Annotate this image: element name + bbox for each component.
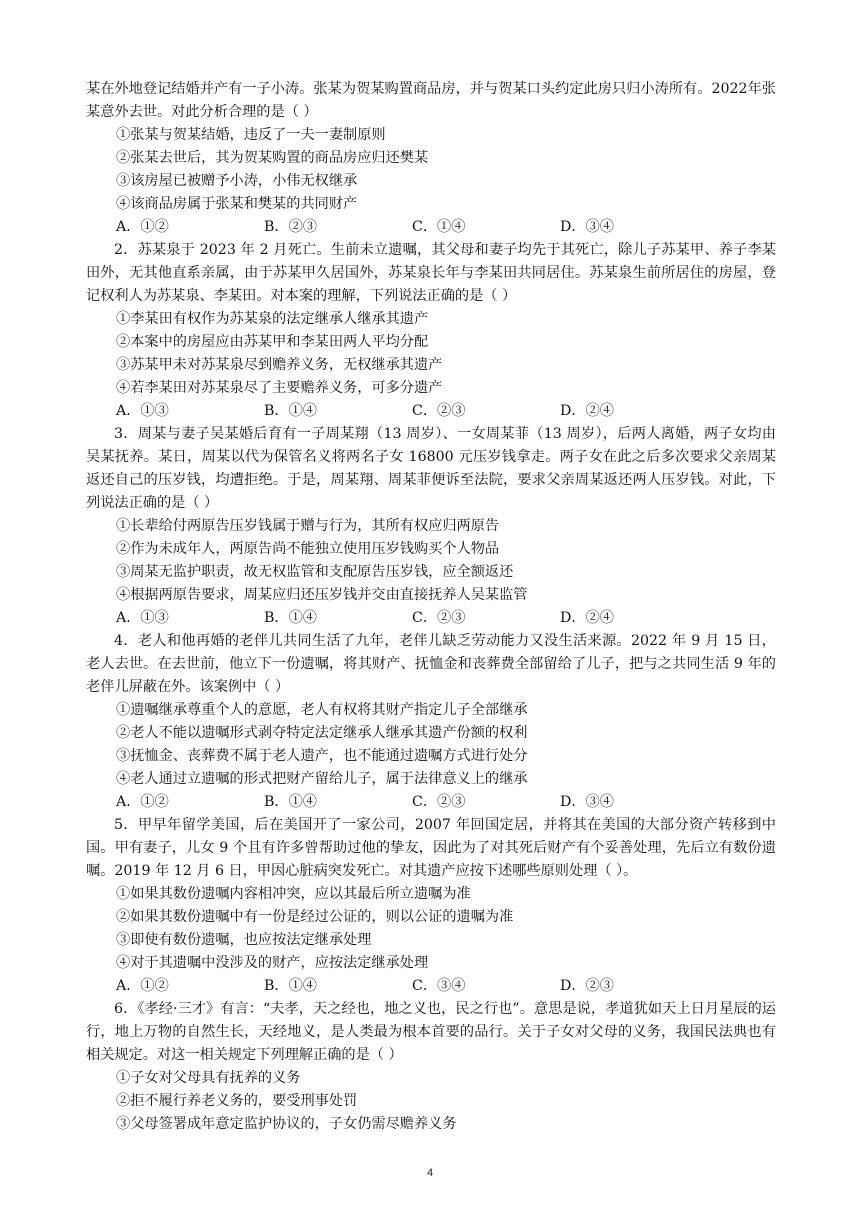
q4-option-3: ③抚恤金、丧葬费不属于老人遗产，也不能通过遗嘱方式进行处分	[116, 748, 528, 764]
q2-stem: 2．苏某泉于 2023 年 2 月死亡。生前未立遗嘱，其父母和妻子均先于其死亡，除儿子苏某甲、养子李某田外，无其他直系亲属，由于苏某甲久居国外，苏某泉长年与李某田共同居住。苏某泉生前所居住的房屋，登记权利人为苏某泉、李某田。对本案的理解，下列说法正确的是（ ）	[86, 242, 776, 304]
q3-choice-d: D．②④	[560, 610, 614, 626]
q2-choice-a: A．①③	[116, 403, 169, 419]
q5-stem: 5．甲早年留学美国，后在美国开了一家公司，2007 年回国定居，并将其在美国的大部分资产转移到中国。甲有妻子，儿女 9 个且有许多曾帮助过他的挚友，因此为了对其死后财产有个妥善处理，先后立有数份遗嘱。2019 年 12 月 6 日，甲因心脏病突发死亡。对其遗产应按下述哪些原则处理（ ）。	[86, 817, 776, 879]
q1-option-3: ③该房屋已被赠予小涛，小伟无权继承	[116, 173, 358, 189]
q3-option-2: ②作为未成年人，两原告尚不能独立使用压岁钱购买个人物品	[116, 541, 500, 557]
q1-option-2: ②张某去世后，其为贺某购置的商品房应归还樊某	[116, 150, 429, 166]
q5-choice-c: C．③④	[412, 978, 466, 994]
q4-option-4: ④老人通过立遗嘱的形式把财产留给儿子，属于法律意义上的继承	[116, 771, 528, 787]
q4-choices	[116, 791, 776, 814]
q4-choice-b: B．①④	[264, 794, 317, 810]
q3-choice-b: B．①④	[264, 610, 317, 626]
q1-choice-b: B．②③	[264, 219, 317, 235]
q1-stem: 某在外地登记结婚并产有一子小涛。张某为贺某购置商品房，并与贺某口头约定此房只归小涛所有。2022年张某意外去世。对此分析合理的是（ ）	[86, 81, 776, 120]
q4-option-2: ②老人不能以遗嘱形式剥夺特定法定继承人继承其遗产份额的权利	[116, 725, 528, 741]
q2-choice-d: D．②④	[560, 403, 614, 419]
q4-choice-c: C．②③	[412, 794, 466, 810]
q3-choice-a: A．①③	[116, 610, 169, 626]
q2-option-1: ①李某田有权作为苏某泉的法定继承人继承其遗产	[116, 311, 429, 327]
q5-choice-d: D．②③	[560, 978, 614, 994]
q3-choice-c: C．②③	[412, 610, 466, 626]
q1-option-1: ①张某与贺某结婚，违反了一夫一妻制原则	[116, 127, 386, 143]
q1-choice-a: A．①②	[116, 219, 169, 235]
q5-option-2: ②如果其数份遗嘱中有一份是经过公证的，则以公证的遗嘱为准	[116, 909, 514, 925]
q2-option-3: ③苏某甲未对苏某泉尽到赡养义务，无权继承其遗产	[116, 357, 443, 373]
q5-option-3: ③即使有数份遗嘱，也应按法定继承处理	[116, 932, 372, 948]
q5-choices	[116, 975, 776, 998]
q6-option-1: ①子女对父母具有抚养的义务	[116, 1070, 301, 1086]
q5-choice-b: B．①④	[264, 978, 317, 994]
q2-choices	[116, 400, 776, 423]
q2-choice-b: B．①④	[264, 403, 317, 419]
q5-option-4: ④对于其遗嘱中没涉及的财产，应按法定继承处理	[116, 955, 429, 971]
q6-option-2: ②拒不履行养老义务的，要受刑事处罚	[116, 1093, 358, 1109]
q3-option-1: ①长辈给付两原告压岁钱属于赠与行为，其所有权应归两原告	[116, 518, 500, 534]
q3-choices	[116, 607, 776, 630]
q3-option-4: ④根据两原告要求，周某应归还压岁钱并交由直接抚养人吴某监管	[116, 587, 528, 603]
q5-option-1: ①如果其数份遗嘱内容相冲突，应以其最后所立遗嘱为准	[116, 886, 471, 902]
q3-option-3: ③周某无监护职责，故无权监管和支配原告压岁钱，应全额返还	[116, 564, 514, 580]
q6-stem: 6．《孝经·三才》有言：“夫孝，天之经也，地之义也，民之行也”。意思是说，孝道犹如天上日月星辰的运行，地上万物的自然生长，天经地义，是人类最为根本首要的品行。关于子女对父母的义务，我国民法典也有相关规定。对这一相关规定下列理解正确的是（ ）	[86, 1001, 776, 1063]
q6-option-3: ③父母签署成年意定监护协议的，子女仍需尽赡养义务	[116, 1116, 457, 1132]
q4-choice-a: A．①②	[116, 794, 169, 810]
q1-option-4: ④该商品房属于张某和樊某的共同财产	[116, 196, 358, 212]
page-number: 4	[426, 1167, 434, 1179]
q4-option-1: ①遗嘱继承尊重个人的意愿，老人有权将其财产指定儿子全部继承	[116, 702, 528, 718]
q1-choice-c: C．①④	[412, 219, 466, 235]
q4-stem: 4．老人和他再婚的老伴儿共同生活了九年，老伴儿缺乏劳动能力又没生活来源。2022 年 9 月 15 日，老人去世。在去世前，他立下一份遗嘱，将其财产、抚恤金和丧葬费全部留给了儿子，把与之共同生活 9 年的老伴儿屏蔽在外。该案例中（ ）	[86, 633, 776, 695]
q1-choice-d: D．③④	[560, 219, 614, 235]
q2-option-2: ②本案中的房屋应由苏某甲和李某田两人平均分配	[116, 334, 429, 350]
q4-choice-d: D．③④	[560, 794, 614, 810]
q2-option-4: ④若李某田对苏某泉尽了主要赡养义务，可多分遗产	[116, 380, 443, 396]
q1-choices	[116, 216, 776, 239]
q3-stem: 3．周某与妻子吴某婚后育有一子周某翔（13 周岁）、一女周某菲（13 周岁），后两人离婚，两子女均由吴某抚养。某日，周某以代为保管名义将两名子女 16800 元压岁钱拿走。两子女在此之后多次要求父亲周某返还自己的压岁钱，均遭拒绝。于是，周某翔、周某菲便诉至法院，要求父亲周某返还两人压岁钱。对此，下列说法正确的是（ ）	[86, 426, 776, 511]
q5-choice-a: A．①②	[116, 978, 169, 994]
q2-choice-c: C．②③	[412, 403, 466, 419]
page-content	[86, 78, 776, 1136]
